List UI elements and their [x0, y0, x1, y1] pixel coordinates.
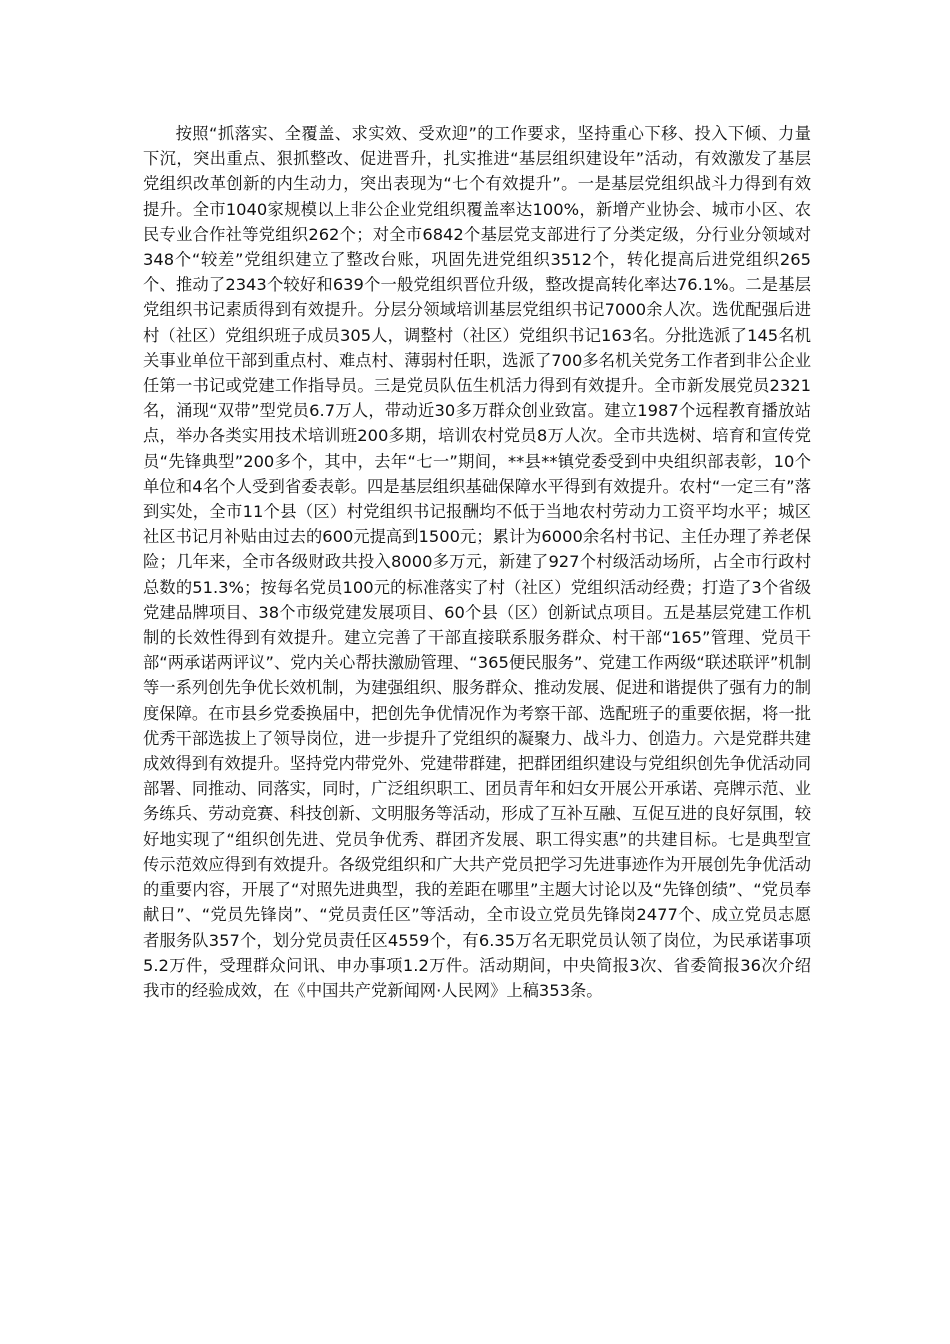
- body-paragraph: 按照“抓落实、全覆盖、求实效、受欢迎”的工作要求，坚持重心下移、投入下倾、力量下沉，突出重点、狠抓整改、促进晋升，扎实推进“基层组织建设年”活动，有效激发了基层党组织改革创新的内生动力，突出表现为“七个有效提升”。一是基层党组织战斗力得到有效提升。全市1040家规模以上非公企业党组织覆盖率达100%，新增产业协会、城市小区、农民专业合作社等党组织262个；对全市6842个基层党支部进行了分类定级，分行业分领域对348个“较差”党组织建立了整改台账，巩固先进党组织3512个，转化提高后进党组织265个、推动了2343个较好和639个一般党组织晋位升级，整改提高转化率达76.1%。二是基层党组织书记素质得到有效提升。分层分领域培训基层党组织书记7000余人次。选优配强后进村（社区）党组织班子成员305人，调整村（社区）党组织书记163名。分批选派了145名机关事业单位干部到重点村、难点村、薄弱村任职，选派了700多名机关党务工作者到非公企业任第一书记或党建工作指导员。三是党员队伍生机活力得到有效提升。全市新发展党员2321名，涌现“双带”型党员6.7万人，带动近30多万群众创业致富。建立1987个远程教育播放站点，举办各类实用技术培训班200多期，培训农村党员8万人次。全市共选树、培育和宣传党员“先锋典型”200多个，其中，去年“七一”期间，**县**镇党委受到中央组织部表彰，10个单位和4名个人受到省委表彰。四是基层组织基础保障水平得到有效提升。农村“一定三有”落到实处，全市11个县（区）村党组织书记报酬均不低于当地农村劳动力工资平均水平；城区社区书记月补贴由过去的600元提高到1500元；累计为6000余名村书记、主任办理了养老保险；几年来，全市各级财政共投入8000多万元，新建了927个村级活动场所，占全市行政村总数的51.3%；按每名党员100元的标准落实了村（社区）党组织活动经费；打造了3个省级党建品牌项目、38个市级党建发展项目、60个县（区）创新试点项目。五是基层党建工作机制的长效性得到有效提升。建立完善了干部直接联系服务群众、村干部“165”管理、党员干部“两承诺两评议”、党内关心帮扶激励管理、“365便民服务”、党建工作两级“联述联评”机制等一系列创先争优长效机制，为建强组织、服务群众、推动发展、促进和谐提供了强有力的制度保障。在市县乡党委换届中，把创先争优情况作为考察干部、选配班子的重要依据，将一批优秀干部选拔上了领导岗位，进一步提升了党组织的凝聚力、战斗力、创造力。六是党群共建成效得到有效提升。坚持党内带党外、党建带群建，把群团组织建设与党组织创先争优活动同部署、同推动、同落实，同时，广泛组织职工、团员青年和妇女开展公开承诺、亮牌示范、业务练兵、劳动竞赛、科技创新、文明服务等活动，形成了互补互融、互促互进的良好氛围，较好地实现了“组织创先进、党员争优秀、群团齐发展、职工得实惠”的共建目标。七是典型宣传示范效应得到有效提升。各级党组织和广大共产党员把学习先进事迹作为开展创先争优活动的重要内容，开展了“对照先进典型，我的差距在哪里”主题大讨论以及“先锋创绩”、“党员奉献日”、“党员先锋岗”、“党员责任区”等活动，全市设立党员先锋岗2477个、成立党员志愿者服务队357个，划分党员责任区4559个，有6.35万名无职党员认领了岗位，为民承诺事项5.2万件，受理群众问讯、申办事项1.2万件。活动期间，中央简报3次、省委简报36次介绍我市的经验成效，在《中国共产党新闻网·人民网》上稿353条。: [143, 124, 811, 1000]
